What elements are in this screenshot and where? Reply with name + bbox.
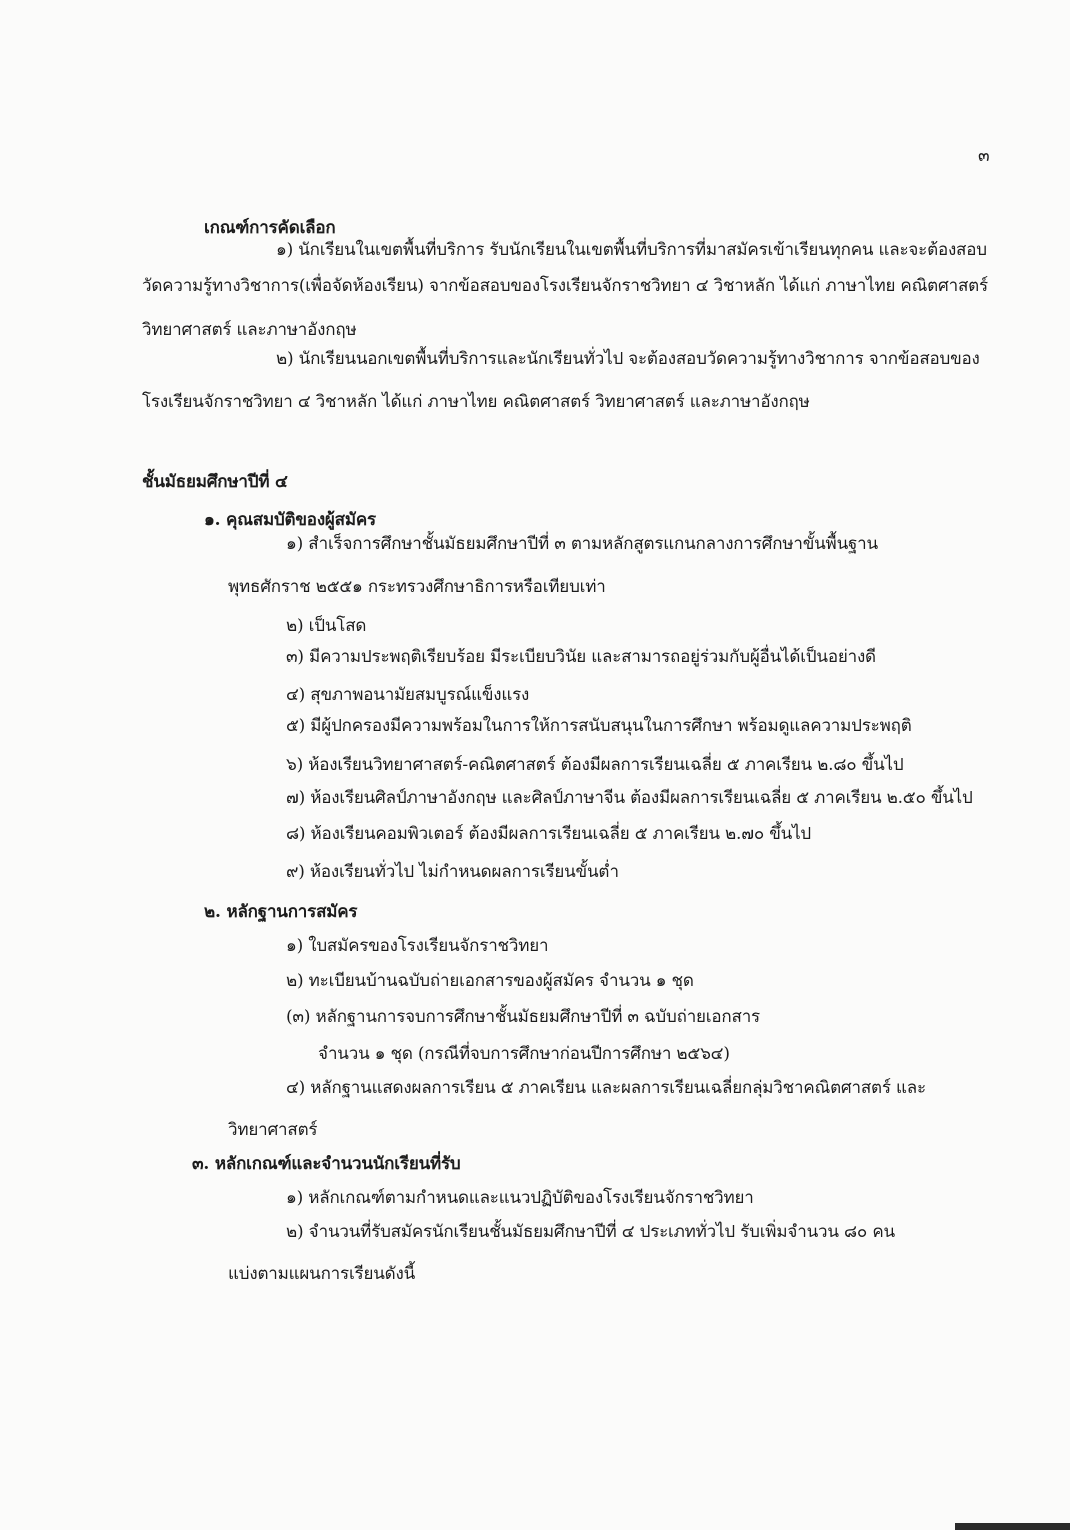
s2-item2: ๒) ทะเบียนบ้านฉบับถ่ายเอกสารของผู้สมัคร จำนวน ๑ ชุด <box>286 971 694 991</box>
s1-item8: ๘) ห้องเรียนคอมพิวเตอร์ ต้องมีผลการเรียนเฉลี่ย ๕ ภาคเรียน ๒.๗๐ ขึ้นไป <box>286 824 812 844</box>
s3-item2-line2: แบ่งตามแผนการเรียนดังนี้ <box>228 1264 416 1284</box>
selection-p1-line3: วิทยาศาสตร์ และภาษาอังกฤษ <box>142 320 357 340</box>
selection-p2-line2: โรงเรียนจักราชวิทยา ๔ วิชาหลัก ได้แก่ ภาษาไทย คณิตศาสตร์ วิทยาศาสตร์ และภาษาอังกฤษ <box>142 392 810 412</box>
s1-item1-line2: พุทธศักราช ๒๕๕๑ กระทรวงศึกษาธิการหรือเทียบเท่า <box>228 577 606 597</box>
s1-item5: ๕) มีผู้ปกครองมีความพร้อมในการให้การสนับสนุนในการศึกษา พร้อมดูแลความประพฤติ <box>286 716 912 736</box>
selection-p1-line2: วัดความรู้ทางวิชาการ(เพื่อจัดห้องเรียน) จากข้อสอบของโรงเรียนจักราชวิทยา ๔ วิชาหลัก ได้แก่ ภาษาไทย คณิตศาสตร์ <box>142 276 988 296</box>
s1-item4: ๔) สุขภาพอนามัยสมบูรณ์แข็งแรง <box>286 685 530 705</box>
s2-item3-line1: (๓) หลักฐานการจบการศึกษาชั้นมัธยมศึกษาปีที่ ๓ ฉบับถ่ายเอกสาร <box>286 1007 760 1027</box>
s1-item7: ๗) ห้องเรียนศิลป์ภาษาอังกฤษ และศิลป์ภาษาจีน ต้องมีผลการเรียนเฉลี่ย ๕ ภาคเรียน ๒.๕๐ ขึ้นไป <box>286 788 973 808</box>
scan-edge-mark <box>955 1523 1070 1530</box>
s1-item3: ๓) มีความประพฤติเรียบร้อย มีระเบียบวินัย และสามารถอยู่ร่วมกับผู้อื่นได้เป็นอย่างดี <box>286 647 876 667</box>
selection-p2-line1: ๒) นักเรียนนอกเขตพื้นที่บริการและนักเรียนทั่วไป จะต้องสอบวัดความรู้ทางวิชาการ จากข้อสอบของ <box>276 349 980 369</box>
page-number: ๓ <box>978 146 990 166</box>
s1-item6: ๖) ห้องเรียนวิทยาศาสตร์-คณิตศาสตร์ ต้องมีผลการเรียนเฉลี่ย ๕ ภาคเรียน ๒.๘๐ ขึ้นไป <box>286 755 904 775</box>
s2-item4-line1: ๔) หลักฐานแสดงผลการเรียน ๕ ภาคเรียน และผลการเรียนเฉลี่ยกลุ่มวิชาคณิตศาสตร์ และ <box>286 1078 926 1098</box>
s1-item9: ๙) ห้องเรียนทั่วไป ไม่กำหนดผลการเรียนขั้นต่ำ <box>286 862 619 882</box>
selection-p1-line1: ๑) นักเรียนในเขตพื้นที่บริการ รับนักเรียนในเขตพื้นที่บริการที่มาสมัครเข้าเรียนทุกคน และจะต้องสอบ <box>276 240 987 260</box>
s2-item3-line2: จำนวน ๑ ชุด (กรณีที่จบการศึกษาก่อนปีการศึกษา ๒๕๖๔) <box>318 1044 730 1064</box>
s2-item1: ๑) ใบสมัครของโรงเรียนจักราชวิทยา <box>286 936 549 956</box>
s2-heading: ๒. หลักฐานการสมัคร <box>204 902 358 922</box>
s3-item2-line1: ๒) จำนวนที่รับสมัครนักเรียนชั้นมัธยมศึกษาปีที่ ๔ ประเภททั่วไป รับเพิ่มจำนวน ๘๐ คน <box>286 1222 895 1242</box>
s3-heading: ๓. หลักเกณฑ์และจำนวนนักเรียนที่รับ <box>192 1154 461 1174</box>
s1-item2: ๒) เป็นโสด <box>286 616 367 636</box>
selection-heading: เกณฑ์การคัดเลือก <box>204 218 336 238</box>
s2-item4-line2: วิทยาศาสตร์ <box>228 1120 318 1140</box>
s3-item1: ๑) หลักเกณฑ์ตามกำหนดและแนวปฏิบัติของโรงเรียนจักราชวิทยา <box>286 1188 754 1208</box>
grade4-heading: ชั้นมัธยมศึกษาปีที่ ๔ <box>142 472 288 492</box>
s1-heading: ๑. คุณสมบัติของผู้สมัคร <box>204 510 376 530</box>
s1-item1-line1: ๑) สำเร็จการศึกษาชั้นมัธยมศึกษาปีที่ ๓ ตามหลักสูตรแกนกลางการศึกษาขั้นพื้นฐาน <box>286 534 878 554</box>
